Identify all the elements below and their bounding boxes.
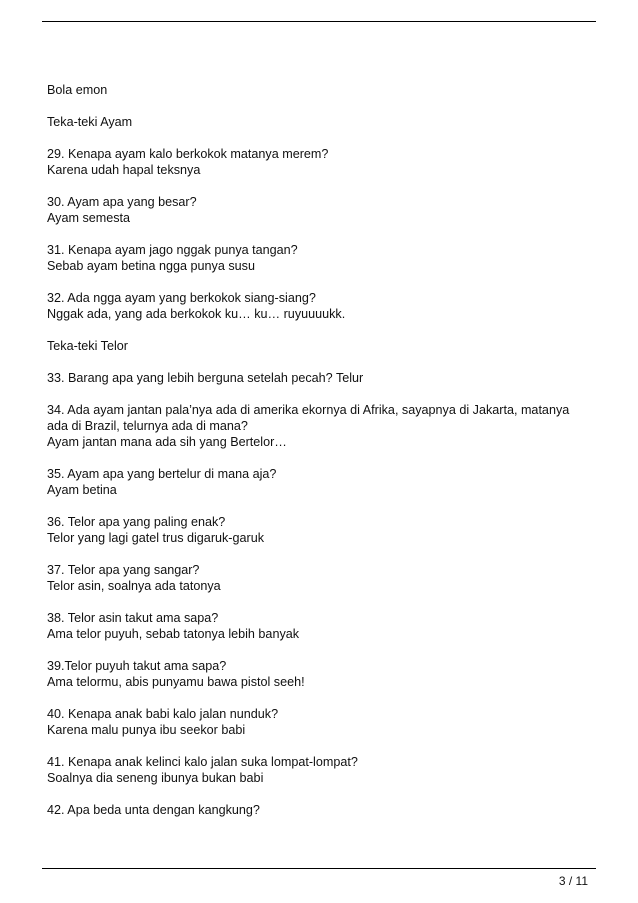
paragraph xyxy=(47,754,597,786)
text-line: Sebab ayam betina ngga punya susu xyxy=(47,259,255,273)
text-line: Teka-teki Telor xyxy=(47,339,128,353)
text-line: 40. Kenapa anak babi kalo jalan nunduk? xyxy=(47,707,279,721)
text-line: 36. Telor apa yang paling enak? xyxy=(47,515,226,529)
paragraph xyxy=(47,610,597,642)
paragraph xyxy=(47,370,597,386)
text-line: 34. Ada ayam jantan pala’nya ada di amerika ekornya di Afrika, sayapnya di Jakarta, matanya xyxy=(47,403,570,417)
header-rule xyxy=(42,21,596,22)
paragraph xyxy=(47,706,597,738)
text-line: 32. Ada ngga ayam yang berkokok siang-siang? xyxy=(47,291,316,305)
text-line: Karena udah hapal teksnya xyxy=(47,163,201,177)
paragraph xyxy=(47,802,597,818)
text-line: 42. Apa beda unta dengan kangkung? xyxy=(47,803,260,817)
paragraph xyxy=(47,242,597,274)
text-line: 38. Telor asin takut ama sapa? xyxy=(47,611,219,625)
text-line: 30. Ayam apa yang besar? xyxy=(47,195,197,209)
document-body xyxy=(47,82,597,834)
text-line: Soalnya dia seneng ibunya bukan babi xyxy=(47,771,264,785)
text-line: Telor asin, soalnya ada tatonya xyxy=(47,579,221,593)
paragraph xyxy=(47,402,597,450)
text-line: ada di Brazil, telurnya ada di mana? xyxy=(47,419,248,433)
text-line: 35. Ayam apa yang bertelur di mana aja? xyxy=(47,467,277,481)
text-line: Nggak ada, yang ada berkokok ku… ku… ruyuuuukk. xyxy=(47,307,346,321)
text-line: Ama telormu, abis punyamu bawa pistol seeh! xyxy=(47,675,305,689)
paragraph xyxy=(47,466,597,498)
paragraph xyxy=(47,194,597,226)
paragraph xyxy=(47,338,597,354)
paragraph xyxy=(47,658,597,690)
text-line: Telor yang lagi gatel trus digaruk-garuk xyxy=(47,531,265,545)
text-line: Ayam semesta xyxy=(47,211,131,225)
page-number: 3 / 11 xyxy=(558,874,588,888)
text-line: Ama telor puyuh, sebab tatonya lebih banyak xyxy=(47,627,300,641)
text-line: 39.Telor puyuh takut ama sapa? xyxy=(47,659,227,673)
text-line: 29. Kenapa ayam kalo berkokok matanya merem? xyxy=(47,147,329,161)
paragraph xyxy=(47,290,597,322)
paragraph xyxy=(47,146,597,178)
text-line: Teka-teki Ayam xyxy=(47,115,133,129)
text-line: 41. Kenapa anak kelinci kalo jalan suka lompat-lompat? xyxy=(47,755,358,769)
text-line: Ayam betina xyxy=(47,483,117,497)
paragraph xyxy=(47,82,597,98)
text-line: Bola emon xyxy=(47,83,108,97)
text-line: 37. Telor apa yang sangar? xyxy=(47,563,200,577)
paragraph xyxy=(47,514,597,546)
paragraph xyxy=(47,114,597,130)
text-line: 31. Kenapa ayam jago nggak punya tangan? xyxy=(47,243,298,257)
text-line: 33. Barang apa yang lebih berguna setelah pecah? Telur xyxy=(47,371,364,385)
footer-rule xyxy=(42,868,596,869)
text-line: Ayam jantan mana ada sih yang Bertelor… xyxy=(47,435,287,449)
paragraph xyxy=(47,562,597,594)
text-line: Karena malu punya ibu seekor babi xyxy=(47,723,246,737)
